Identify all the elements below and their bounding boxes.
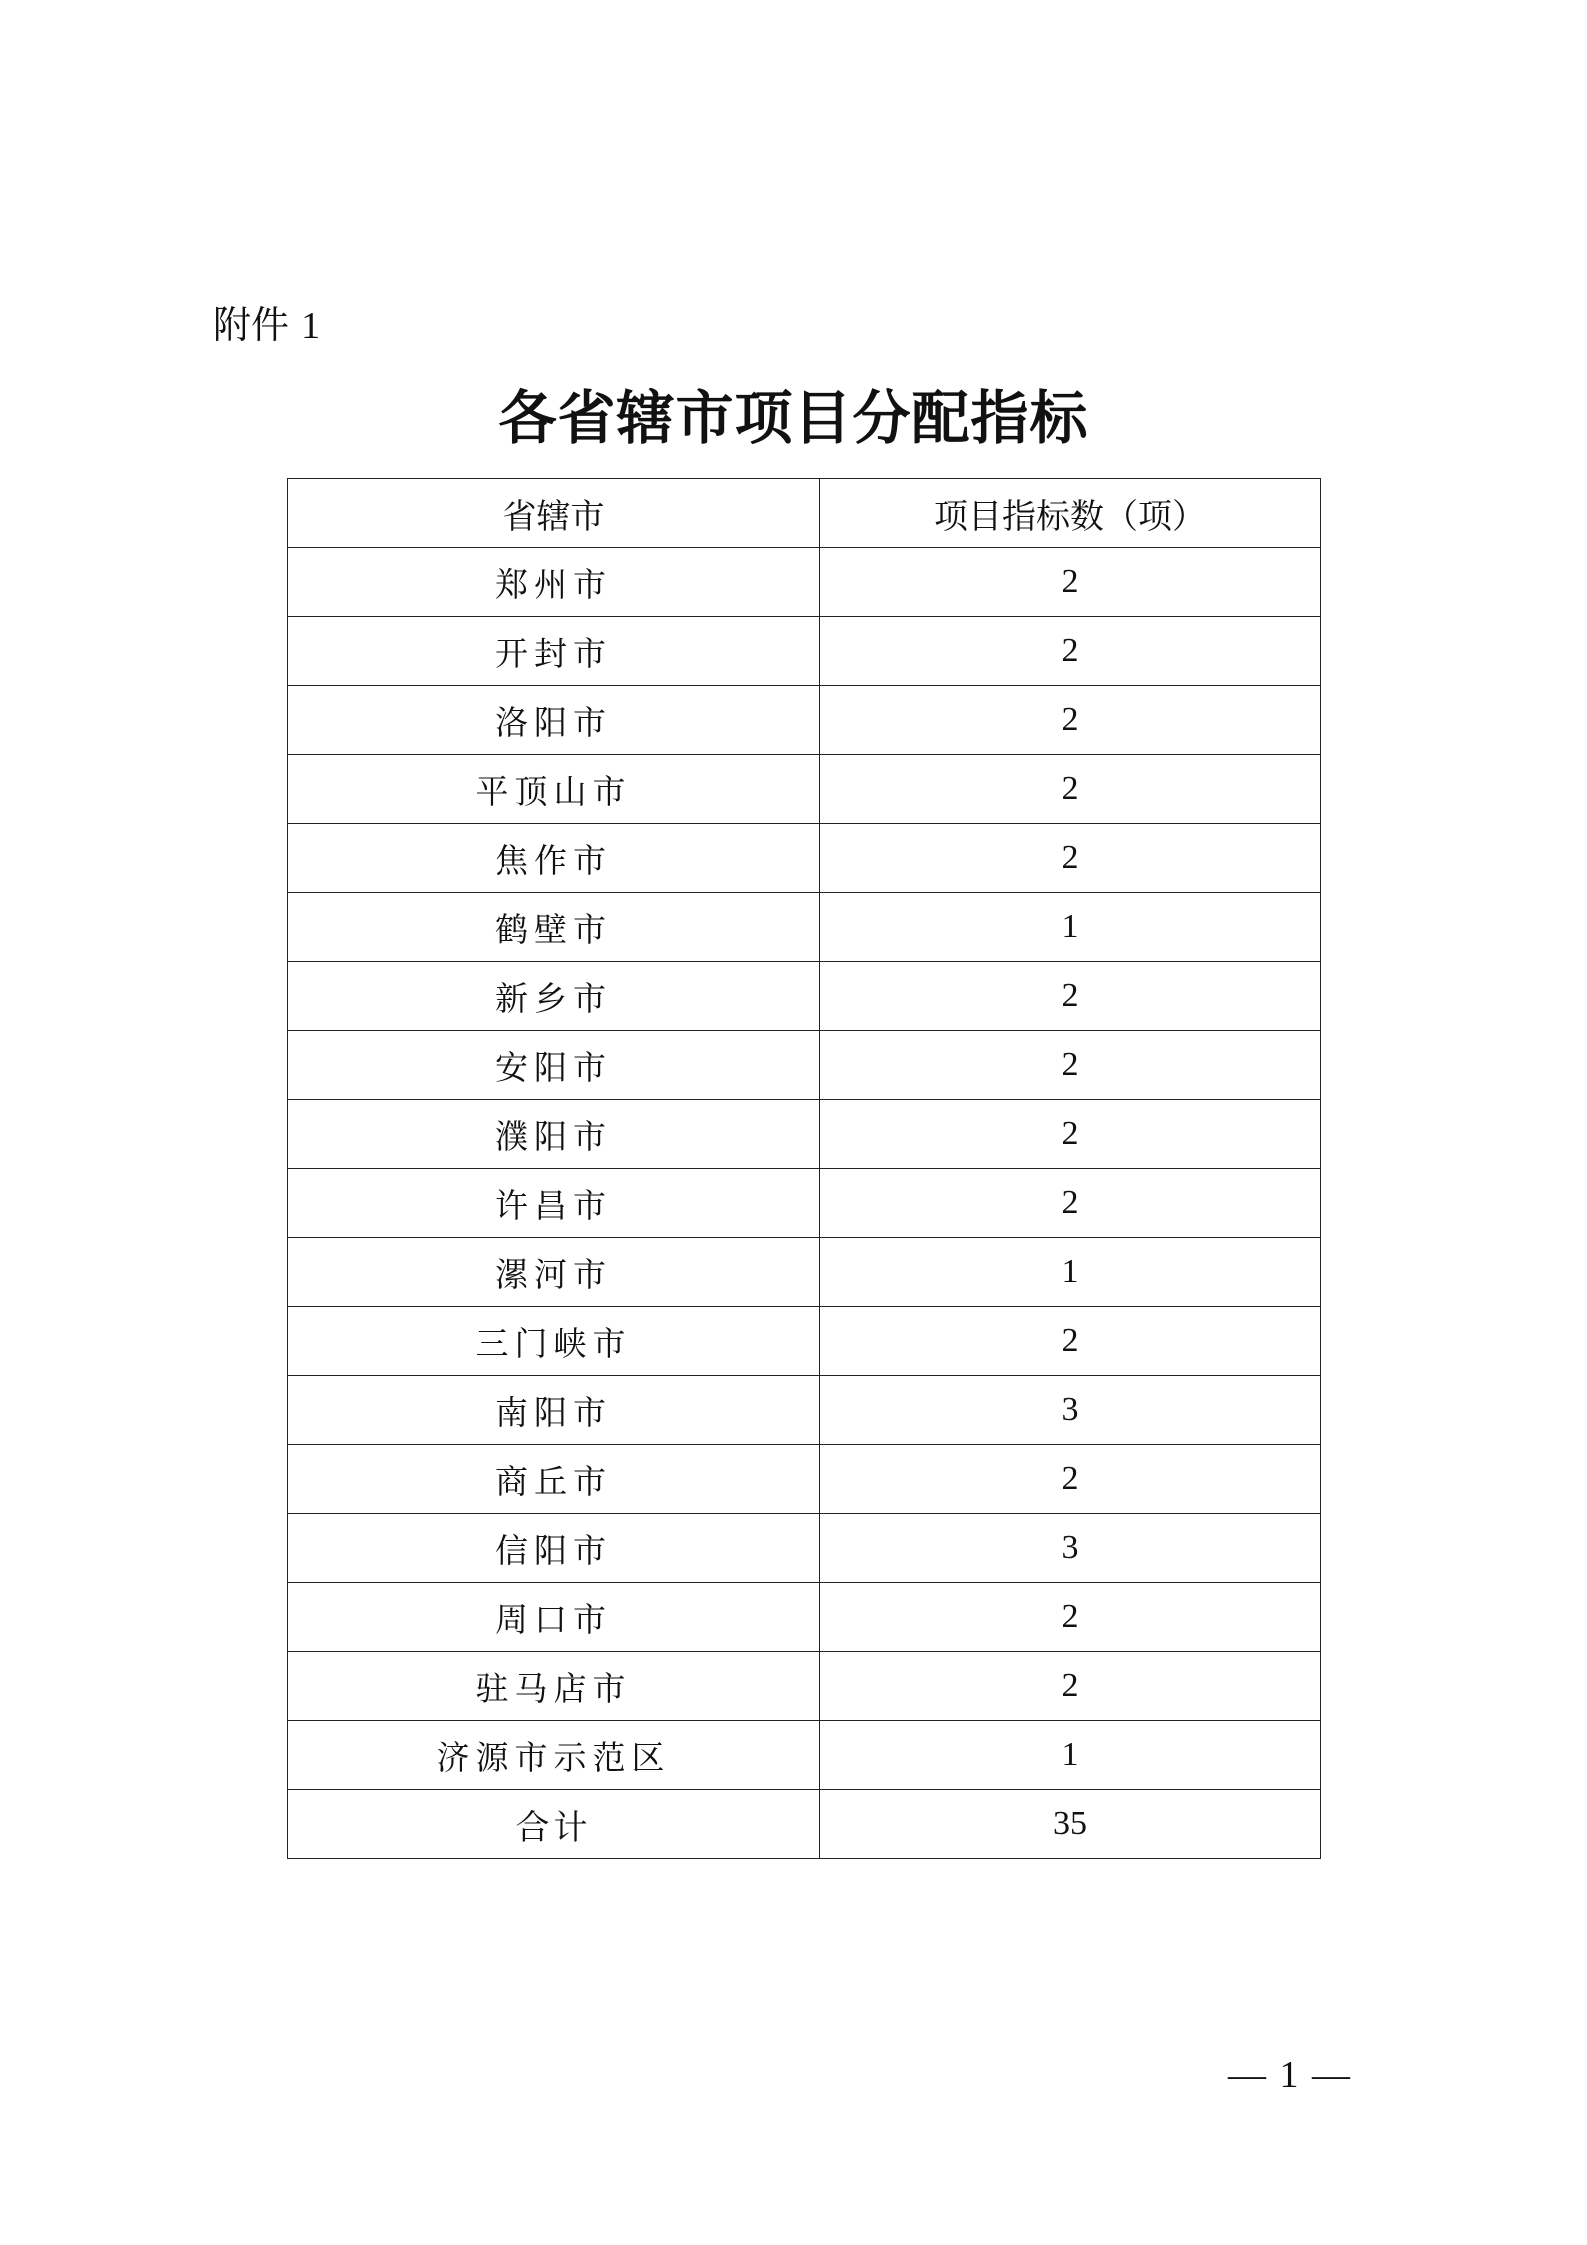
table-row	[288, 548, 1321, 617]
table-body	[288, 548, 1321, 1790]
city-cell: 许昌市	[288, 1169, 820, 1238]
attachment-prefix: 附件	[213, 303, 290, 347]
city-cell: 周口市	[288, 1583, 820, 1652]
table-row	[288, 1583, 1321, 1652]
document-title: 各省辖市项目分配指标	[498, 384, 1089, 452]
city-cell: 洛阳市	[288, 686, 820, 755]
header-count: 项目指标数（项）	[820, 479, 1321, 548]
table-row	[288, 893, 1321, 962]
city-cell: 商丘市	[288, 1445, 820, 1514]
table-row	[288, 755, 1321, 824]
city-cell: 鹤壁市	[288, 893, 820, 962]
city-cell: 焦作市	[288, 824, 820, 893]
table-row	[288, 1100, 1321, 1169]
city-cell: 新乡市	[288, 962, 820, 1031]
table-total-row	[288, 1790, 1321, 1859]
table-row	[288, 1721, 1321, 1790]
city-cell: 安阳市	[288, 1031, 820, 1100]
count-cell: 2	[820, 1583, 1321, 1652]
count-cell: 3	[820, 1514, 1321, 1583]
count-cell: 2	[820, 1307, 1321, 1376]
count-cell: 3	[820, 1376, 1321, 1445]
count-cell: 2	[820, 1169, 1321, 1238]
count-cell: 2	[820, 824, 1321, 893]
table-row	[288, 1031, 1321, 1100]
attachment-number: 1	[301, 305, 321, 347]
table-row	[288, 824, 1321, 893]
count-cell: 2	[820, 1445, 1321, 1514]
table-row	[288, 1307, 1321, 1376]
city-cell: 漯河市	[288, 1238, 820, 1307]
count-cell: 2	[820, 617, 1321, 686]
count-cell: 1	[820, 1238, 1321, 1307]
city-cell: 平顶山市	[288, 755, 820, 824]
total-count: 35	[820, 1790, 1321, 1859]
table-row	[288, 1652, 1321, 1721]
allocation-table	[287, 478, 1321, 1859]
city-cell: 南阳市	[288, 1376, 820, 1445]
count-cell: 2	[820, 1100, 1321, 1169]
table-row	[288, 1445, 1321, 1514]
city-cell: 信阳市	[288, 1514, 820, 1583]
city-cell: 驻马店市	[288, 1652, 820, 1721]
count-cell: 2	[820, 755, 1321, 824]
city-cell: 三门峡市	[288, 1307, 820, 1376]
city-cell: 濮阳市	[288, 1100, 820, 1169]
total-label: 合计	[288, 1790, 820, 1859]
count-cell: 2	[820, 548, 1321, 617]
table-row	[288, 617, 1321, 686]
table-row	[288, 1514, 1321, 1583]
attachment-label	[213, 300, 320, 351]
page-number: — 1 —	[1228, 2054, 1352, 2096]
header-city: 省辖市	[288, 479, 820, 548]
table-row	[288, 1238, 1321, 1307]
count-cell: 2	[820, 1652, 1321, 1721]
count-cell: 1	[820, 893, 1321, 962]
count-cell: 1	[820, 1721, 1321, 1790]
table-row	[288, 1376, 1321, 1445]
table-row	[288, 686, 1321, 755]
count-cell: 2	[820, 1031, 1321, 1100]
count-cell: 2	[820, 962, 1321, 1031]
table-row	[288, 962, 1321, 1031]
city-cell: 济源市示范区	[288, 1721, 820, 1790]
city-cell: 开封市	[288, 617, 820, 686]
table-row	[288, 1169, 1321, 1238]
city-cell: 郑州市	[288, 548, 820, 617]
count-cell: 2	[820, 686, 1321, 755]
table-header-row	[288, 479, 1321, 548]
